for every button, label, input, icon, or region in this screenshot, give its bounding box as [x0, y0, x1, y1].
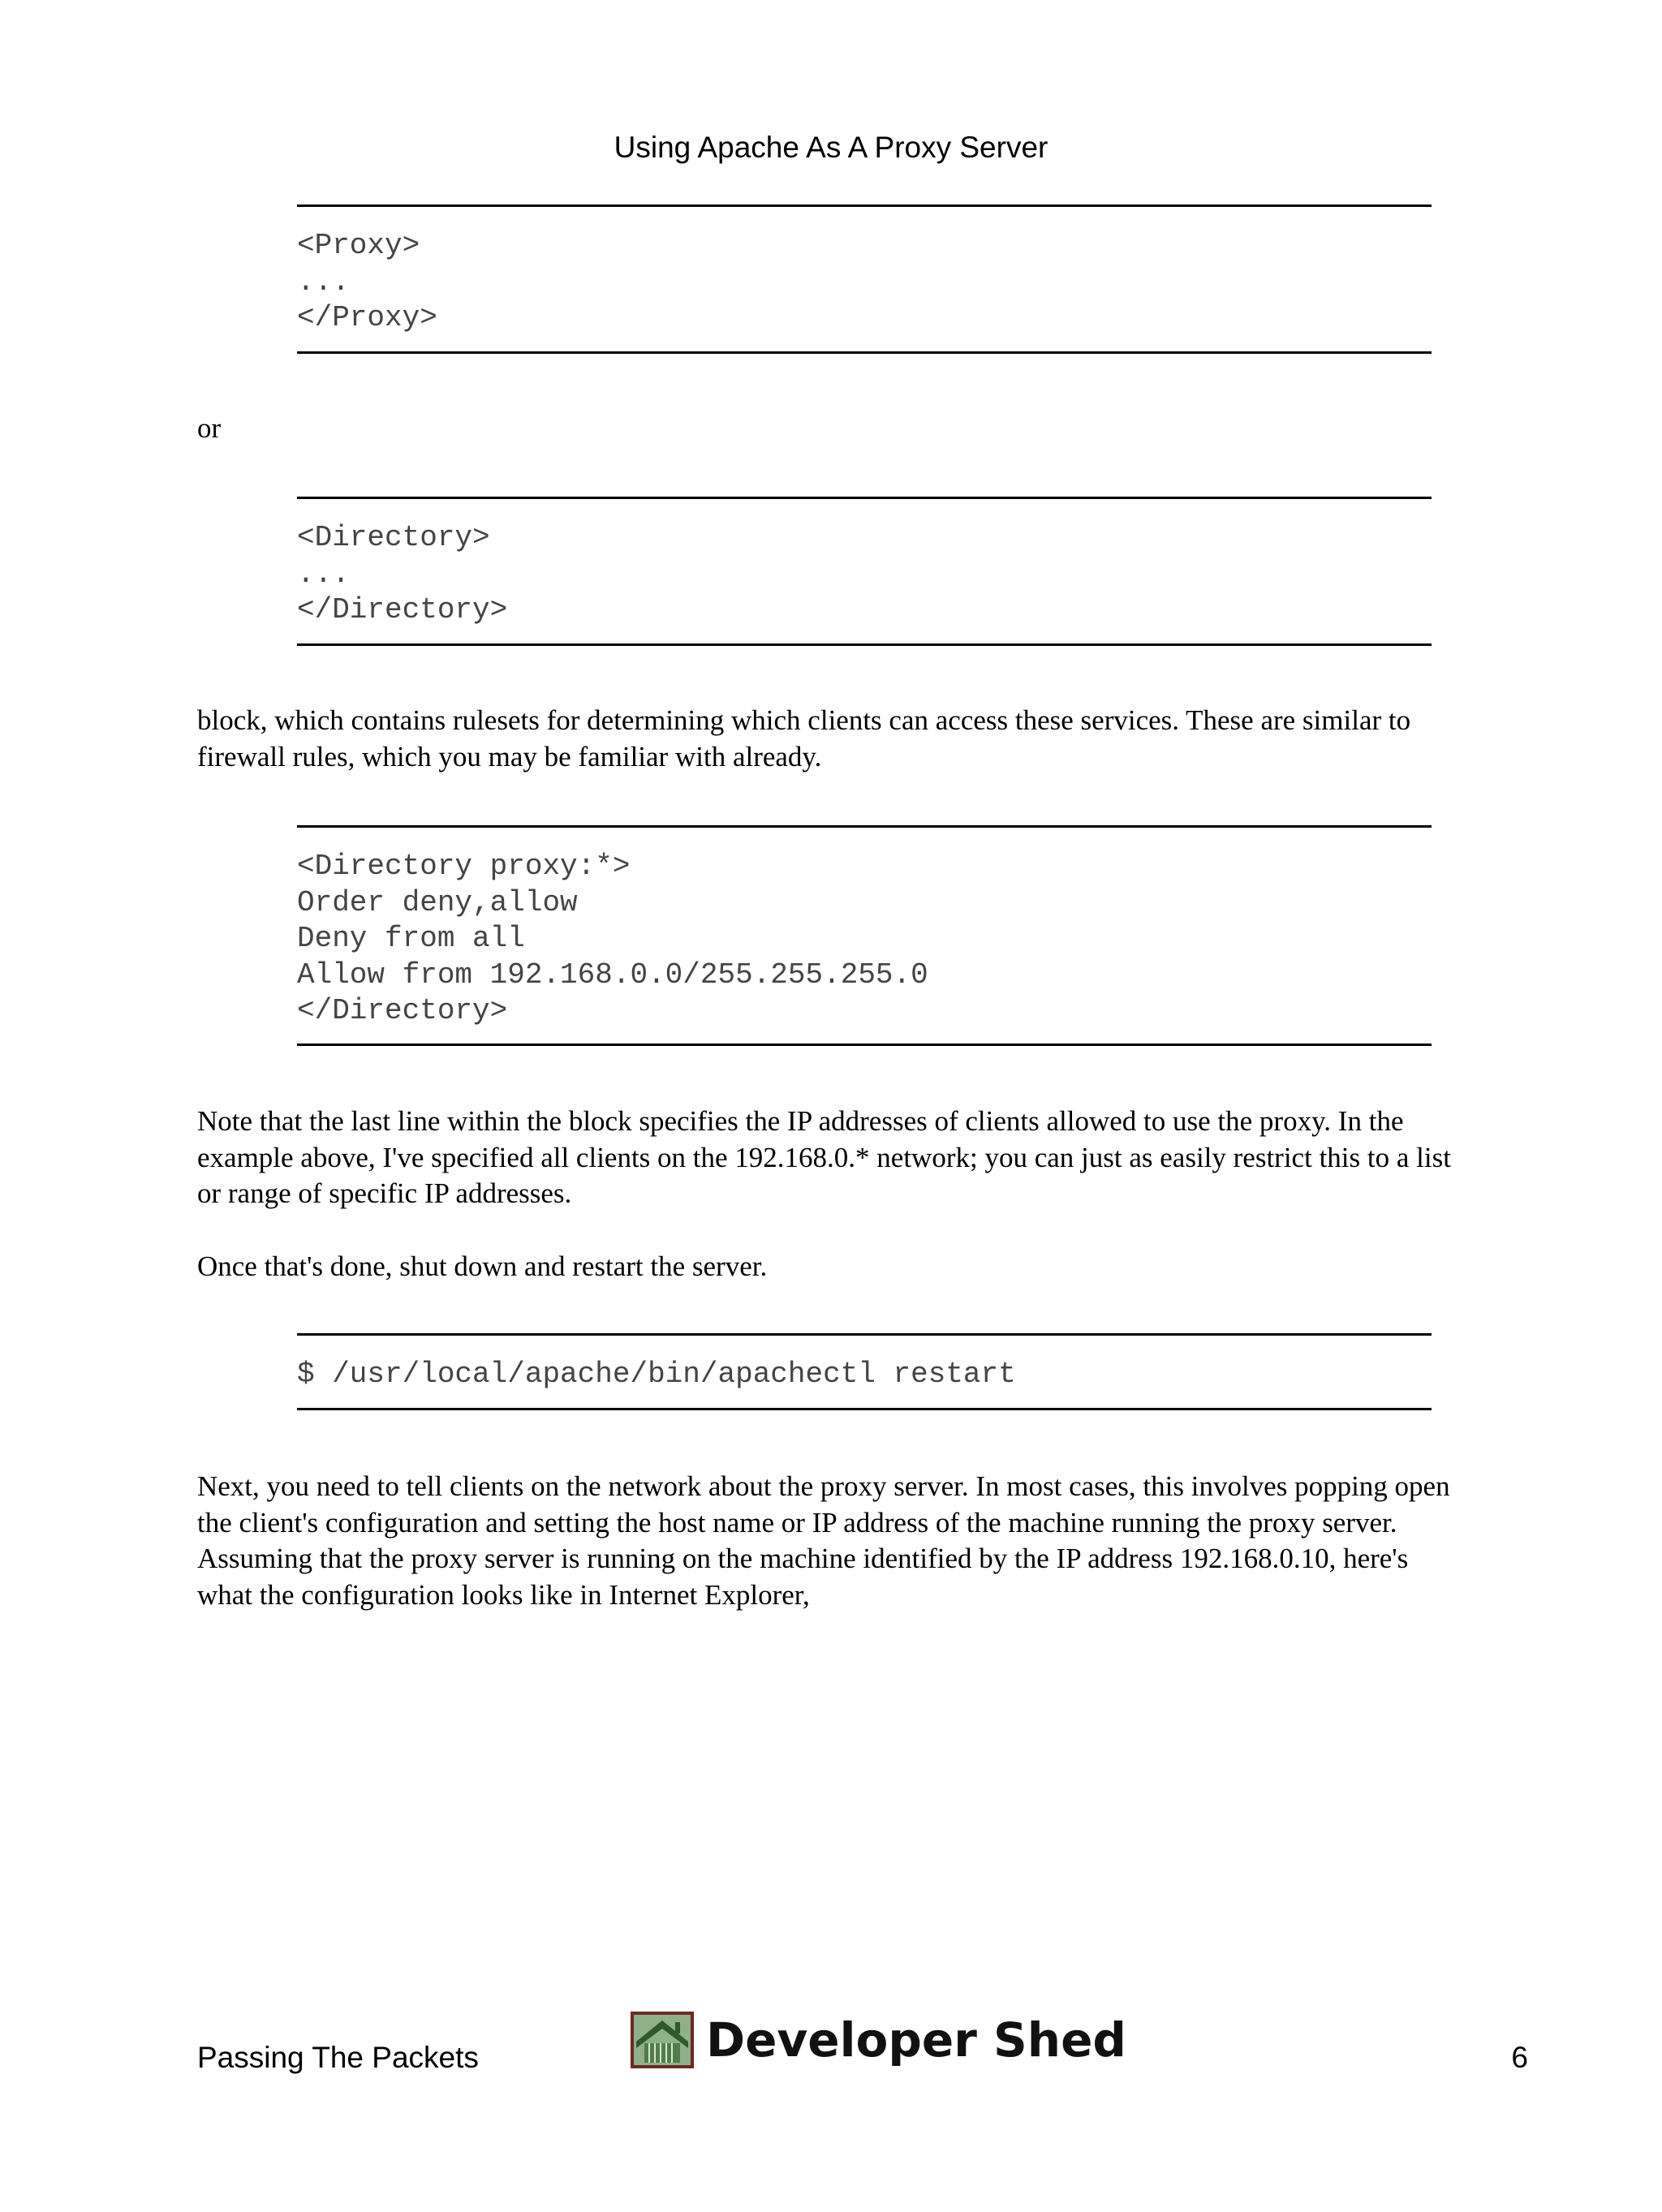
code-line: </Proxy>: [297, 301, 437, 334]
code-line: Order deny,allow: [297, 885, 578, 919]
code-line: ...: [297, 265, 350, 299]
paragraph-line: the client's configuration and setting the host name or IP address of the machine running the proxy server.: [197, 1506, 1397, 1539]
logo-wordmark: Developer Shed: [706, 2012, 1126, 2068]
code-line: <Directory proxy:*>: [297, 850, 631, 883]
paragraph-line: example above, I've specified all clients on the 192.168.0.* network; you can just as easily restrict this to a list: [197, 1141, 1451, 1173]
page-number: 6: [1511, 2041, 1528, 2074]
paragraph-line: or: [197, 412, 222, 444]
paragraph-block-description: [197, 703, 1536, 775]
code-block-proxy: [297, 204, 1432, 354]
code-line: <Directory>: [297, 521, 490, 554]
code-line: </Directory>: [297, 593, 508, 626]
or-text: [197, 411, 1536, 447]
code-block-directory: [297, 497, 1432, 646]
page-header-title: Using Apache As A Proxy Server: [614, 131, 1048, 164]
code-line: </Directory>: [297, 994, 508, 1027]
footer-section-title: Passing The Packets: [197, 2041, 479, 2074]
paragraph-line: or range of specific IP addresses.: [197, 1177, 572, 1209]
code-block-restart: [297, 1333, 1432, 1410]
paragraph-line: Assuming that the proxy server is running on the machine identified by the IP address 192.168.0.10, here's: [197, 1543, 1409, 1574]
developer-shed-logo: [630, 2011, 1126, 2069]
paragraph-note: [197, 1104, 1536, 1212]
paragraph-line: what the configuration looks like in Internet Explorer,: [197, 1578, 810, 1611]
paragraph-line: block, which contains rulesets for determining which clients can access these services. These are similar to: [197, 704, 1411, 736]
paragraph-line: Note that the last line within the block specifies the IP addresses of clients allowed to use the proxy. In the: [197, 1105, 1404, 1137]
code-line: <Proxy>: [297, 229, 420, 262]
paragraph-line: firewall rules, which you may be familiar with already.: [197, 740, 822, 772]
paragraph-restart: [197, 1249, 1536, 1285]
code-line: ...: [297, 557, 350, 591]
code-block-directory-proxy: [297, 825, 1432, 1046]
house-logo-icon: [630, 2011, 695, 2069]
code-line: Deny from all: [297, 922, 525, 955]
paragraph-line: Next, you need to tell clients on the network about the proxy server. In most cases, this involves popping open: [197, 1470, 1450, 1502]
paragraph-clients: [197, 1469, 1536, 1613]
paragraph-line: Once that's done, shut down and restart the server.: [197, 1250, 768, 1282]
code-line: Allow from 192.168.0.0/255.255.255.0: [297, 958, 928, 992]
code-line: $ /usr/local/apache/bin/apachectl restart: [297, 1358, 1016, 1391]
